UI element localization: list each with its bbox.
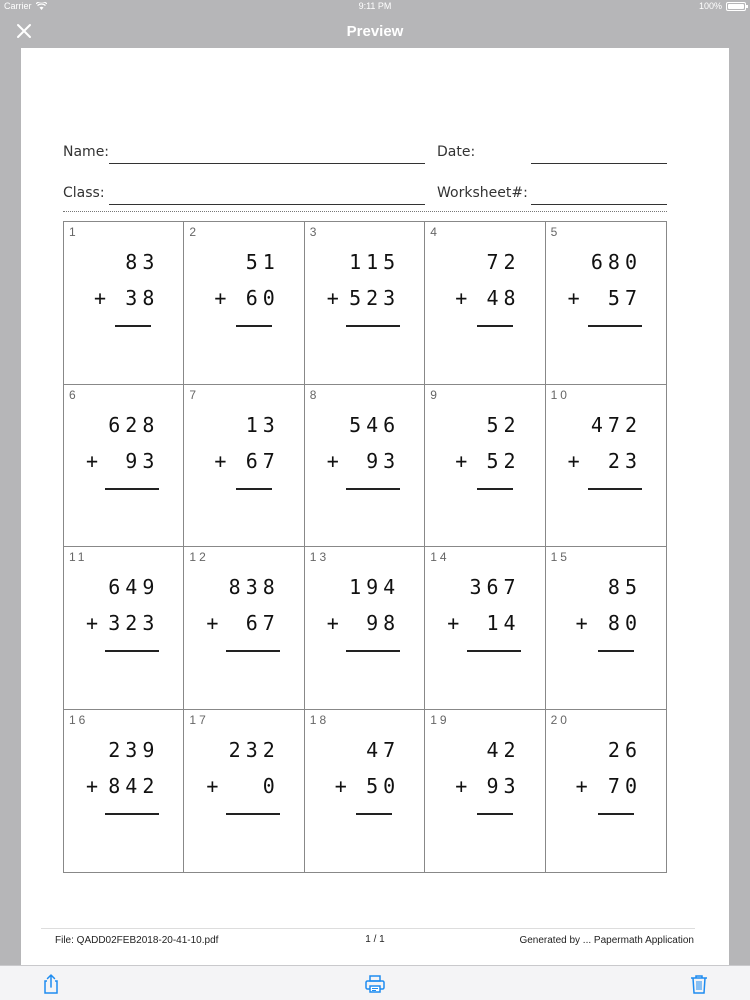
operator: +: [206, 611, 219, 635]
bottom-addend: 70: [607, 773, 642, 798]
top-addend: 239: [108, 737, 160, 762]
problem-cell: [305, 710, 425, 873]
problem-number: 5: [550, 225, 561, 239]
problem-cell: [184, 547, 304, 710]
problem-grid: [63, 221, 667, 873]
problem-number: 17: [189, 712, 209, 727]
top-addend: 85: [607, 575, 642, 599]
top-addend: 13: [245, 412, 280, 437]
bottom-addend: 93: [486, 773, 521, 798]
answer-line: [477, 488, 513, 490]
problem-cell: [546, 385, 666, 548]
problem-cell: [425, 222, 545, 385]
battery-icon: [726, 2, 746, 11]
bottom-addend: 52: [486, 448, 521, 473]
top-addend: 47: [366, 737, 401, 762]
print-icon: [363, 972, 387, 996]
problem-cell: [64, 222, 184, 385]
operator: +: [575, 773, 588, 798]
problem-cell: [425, 385, 545, 548]
navigation-bar: [0, 14, 750, 48]
problem-number: 13: [309, 550, 330, 564]
bottom-addend: 23: [607, 448, 642, 473]
footer-divider: [41, 928, 695, 929]
problem-cell: [64, 710, 184, 873]
close-button[interactable]: [12, 19, 36, 43]
problem-cell: [425, 710, 545, 873]
problem-cell: [305, 222, 425, 385]
answer-line: [346, 325, 400, 327]
problem-number: 9: [430, 387, 440, 402]
footer-filename: File: QADD02FEB2018-20-41-10.pdf: [55, 935, 219, 946]
bottom-addend: 48: [486, 286, 521, 310]
clock: 9:11 PM: [358, 1, 392, 11]
footer-generated-by: Generated by ... Papermath Application: [519, 935, 694, 946]
problem-cell: [546, 710, 666, 873]
operator: +: [326, 448, 339, 473]
class-label: Class:: [63, 185, 105, 201]
worksheet-label: Worksheet#:: [437, 185, 528, 201]
problem-cell: [546, 222, 666, 385]
problem-number: 7: [189, 387, 200, 402]
bottom-addend: 38: [125, 286, 160, 310]
top-addend: 367: [469, 575, 521, 599]
operator: +: [214, 448, 227, 473]
bottom-addend: 67: [245, 611, 280, 635]
top-addend: 649: [108, 575, 160, 599]
top-addend: 838: [228, 575, 280, 599]
problem-number: 10: [550, 387, 570, 402]
name-line: [109, 163, 425, 164]
bottom-addend: 98: [366, 611, 401, 635]
problem-number: 18: [309, 712, 330, 727]
answer-line: [467, 650, 521, 652]
operator: +: [334, 773, 347, 798]
operator: +: [206, 773, 219, 798]
bottom-addend: 50: [366, 773, 401, 798]
footer-page-number: 1 / 1: [365, 934, 385, 945]
top-addend: 546: [349, 412, 401, 437]
top-addend: 628: [108, 412, 160, 437]
top-addend: 83: [125, 250, 160, 274]
problem-number: 19: [430, 712, 450, 727]
top-addend: 51: [245, 250, 280, 274]
answer-line: [346, 488, 400, 490]
problem-cell: [546, 547, 666, 710]
page-title: Preview: [346, 23, 404, 40]
top-addend: 42: [486, 737, 521, 762]
operator: +: [455, 286, 468, 310]
bottom-addend: 523: [349, 286, 401, 310]
carrier-label: Carrier: [4, 1, 32, 11]
name-label: Name:: [63, 144, 110, 160]
print-button[interactable]: [363, 972, 387, 996]
answer-line: [598, 813, 634, 815]
problem-cell: [425, 547, 545, 710]
delete-button[interactable]: [687, 972, 711, 996]
answer-line: [236, 488, 272, 490]
problem-number: 14: [430, 550, 450, 564]
answer-line: [356, 813, 392, 815]
header-divider: [63, 211, 667, 212]
date-label: Date:: [437, 144, 476, 160]
share-icon: [39, 972, 63, 996]
bottom-addend: 93: [366, 448, 401, 473]
top-addend: 194: [349, 575, 401, 599]
operator: +: [94, 286, 107, 310]
top-addend: 26: [607, 737, 642, 762]
bottom-addend: 67: [245, 448, 280, 473]
problem-number: 12: [189, 550, 209, 564]
trash-icon: [687, 972, 711, 996]
problem-cell: [184, 710, 304, 873]
top-addend: 680: [590, 250, 642, 274]
operator: +: [567, 448, 580, 473]
operator: +: [455, 448, 468, 473]
bottom-addend: 57: [607, 286, 642, 310]
problem-number: 3: [309, 225, 320, 239]
problem-cell: [305, 547, 425, 710]
problem-number: 11: [69, 550, 88, 564]
status-bar: [0, 0, 750, 14]
answer-line: [226, 813, 280, 815]
problem-number: 1: [69, 225, 79, 239]
operator: +: [567, 286, 580, 310]
operator: +: [326, 286, 339, 310]
problem-number: 4: [430, 225, 440, 239]
battery-percent: 100%: [698, 1, 722, 11]
bottom-addend: 80: [607, 611, 642, 635]
problem-number: 16: [69, 712, 89, 727]
operator: +: [447, 611, 460, 635]
answer-line: [598, 650, 634, 652]
top-addend: 115: [349, 250, 401, 274]
pdf-page[interactable]: [21, 48, 729, 965]
answer-line: [236, 325, 272, 327]
top-addend: 52: [486, 412, 521, 437]
problem-number: 15: [550, 550, 570, 564]
worksheet-line: [531, 204, 667, 205]
operator: +: [86, 611, 99, 635]
operator: +: [326, 611, 339, 635]
bottom-addend: 60: [245, 286, 280, 310]
problem-cell: [305, 385, 425, 548]
date-line: [531, 163, 667, 164]
share-button[interactable]: [39, 972, 63, 996]
operator: +: [455, 773, 468, 798]
answer-line: [588, 488, 642, 490]
answer-line: [105, 488, 159, 490]
top-addend: 472: [590, 412, 642, 437]
answer-line: [115, 325, 151, 327]
operator: +: [214, 286, 227, 310]
problem-cell: [64, 547, 184, 710]
operator: +: [86, 448, 99, 473]
top-addend: 232: [228, 737, 280, 762]
bottom-addend: 14: [486, 611, 521, 635]
bottom-addend: 323: [108, 611, 160, 635]
answer-line: [477, 813, 513, 815]
problem-number: 20: [550, 712, 570, 727]
problem-number: 8: [309, 387, 320, 402]
problem-number: 6: [69, 387, 79, 402]
operator: +: [86, 773, 99, 798]
answer-line: [588, 325, 642, 327]
problem-cell: [64, 385, 184, 548]
answer-line: [346, 650, 400, 652]
close-icon: [12, 19, 36, 43]
answer-line: [226, 650, 280, 652]
answer-line: [477, 325, 513, 327]
problem-cell: [184, 385, 304, 548]
answer-line: [105, 813, 159, 815]
problem-number: 2: [189, 225, 200, 239]
operator: +: [575, 611, 588, 635]
bottom-toolbar: [0, 965, 750, 1000]
bottom-addend: 842: [108, 773, 160, 798]
problem-cell: [184, 222, 304, 385]
answer-line: [105, 650, 159, 652]
top-addend: 72: [486, 250, 521, 274]
bottom-addend: 0: [262, 773, 280, 798]
bottom-addend: 93: [125, 448, 160, 473]
class-line: [109, 204, 425, 205]
